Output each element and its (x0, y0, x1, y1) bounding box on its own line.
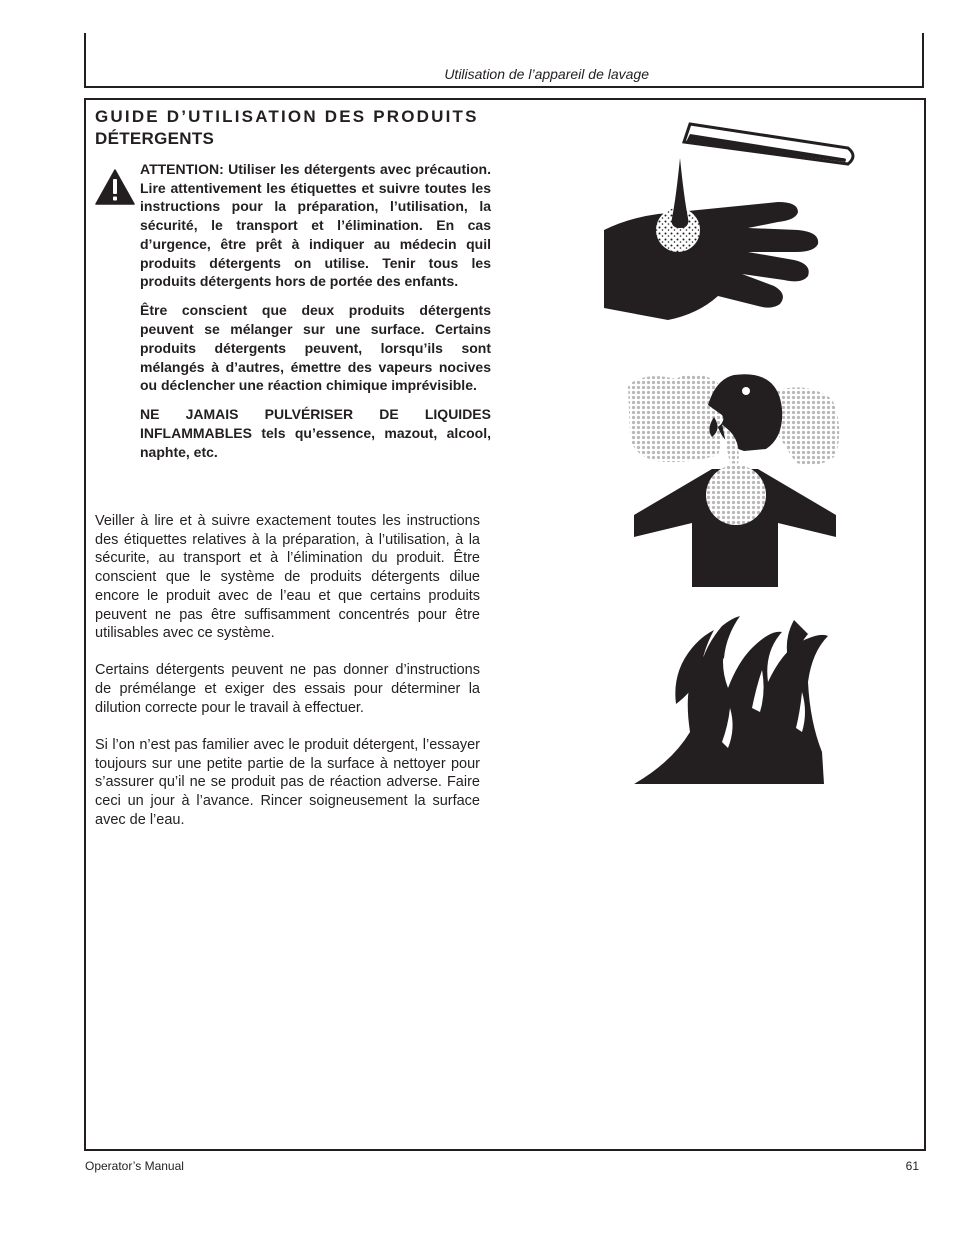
warning-triangle-icon (95, 169, 135, 205)
toxic-fumes-pictogram (626, 365, 846, 590)
body-paragraph: Si l’on n’est pas familier avec le produit détergent, l’essayer toujours sur une petite partie de la surface à nettoyer pour s’assurer qu’il ne se produit pas de réaction adverse. Faire ceci un jour à l’avance. Rincer soigneusement la surface avec de l’eau. (95, 737, 480, 828)
heading-line-1: GUIDE D’UTILISATION DES PRODUITS (95, 107, 479, 126)
page-number: 61 (905, 1159, 919, 1173)
heading-line-2: DÉTERGENTS (95, 129, 215, 148)
caution-block (140, 160, 491, 472)
flammable-flame-pictogram (632, 612, 832, 787)
caution-paragraph: NE JAMAIS PULVÉRISER DE LIQUIDES INFLAMMABLES tels qu’essence, mazout, alcool, naphte, etc. (140, 406, 491, 460)
running-header: Utilisation de l’appareil de lavage (444, 66, 649, 82)
caution-paragraph: ATTENTION: Utiliser les détergents avec précaution. Lire attentivement les étiquettes et suivre toutes les instructions pour la préparation, l’utilisation, la sécurité, le transport et l’élimination. En cas d’urgence, être prêt à indiquer au médecin quil produits détergents on utilise. Tenir tous les produits détergents hors de portée des enfants. (140, 161, 491, 290)
section-heading (95, 106, 495, 150)
body-text (95, 512, 480, 848)
corrosive-hand-pictogram (598, 118, 860, 328)
caution-paragraph: Être conscient que deux produits détergents peuvent se mélanger sur une surface. Certains produits détergents peuvent, lorsqu’ils sont mélangés à d’autres, émettre des vapeurs nocives ou déclencher une réaction chimique imprévisible. (140, 302, 491, 394)
footer-manual-title: Operator’s Manual (85, 1159, 184, 1173)
body-paragraph: Veiller à lire et à suivre exactement toutes les instructions des étiquettes relatives à la préparation, à l’utilisation, à la sécurite, au transport et à l’élimination du produit. Être conscient que le système de produits détergents dilue encore le produit avec de l’eau et que certains produits peuvent ne pas être suffisamment concentrés pour être utilisables avec ce système. (95, 513, 480, 642)
body-paragraph: Certains détergents peuvent ne pas donner d’instructions de prémélange et exiger des essais pour déterminer la dilution correcte pour le travail à effectuer. (95, 662, 480, 716)
